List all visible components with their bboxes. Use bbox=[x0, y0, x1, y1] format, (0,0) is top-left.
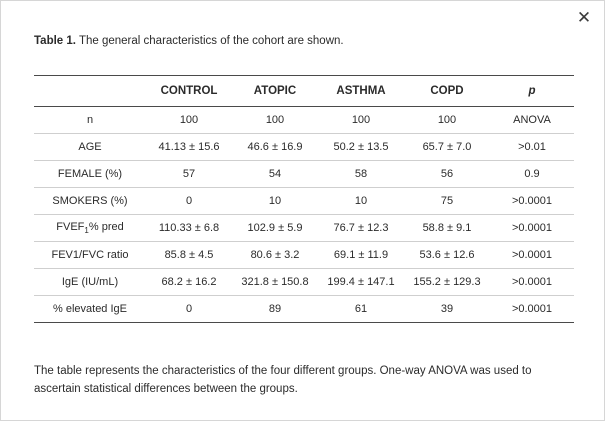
row-value-copd: 39 bbox=[404, 296, 490, 323]
column-header-p: p bbox=[490, 76, 574, 107]
row-value-copd: 100 bbox=[404, 107, 490, 134]
table-row bbox=[34, 242, 574, 269]
caption-text: The general characteristics of the cohort are shown. bbox=[75, 35, 344, 47]
table-row bbox=[34, 134, 574, 161]
row-value-p: >0.0001 bbox=[490, 215, 574, 242]
row-value-copd: 75 bbox=[404, 188, 490, 215]
row-value-atopic: 321.8 ± 150.8 bbox=[232, 269, 318, 296]
column-header-asthma: ASTHMA bbox=[318, 76, 404, 107]
row-value-asthma: 58 bbox=[318, 161, 404, 188]
row-value-copd: 56 bbox=[404, 161, 490, 188]
table-header-row bbox=[34, 76, 574, 107]
row-value-control: 57 bbox=[146, 161, 232, 188]
row-value-copd: 65.7 ± 7.0 bbox=[404, 134, 490, 161]
row-value-p: >0.0001 bbox=[490, 269, 574, 296]
row-value-asthma: 100 bbox=[318, 107, 404, 134]
close-icon[interactable]: ✕ bbox=[576, 8, 592, 27]
row-value-asthma: 76.7 ± 12.3 bbox=[318, 215, 404, 242]
row-value-control: 0 bbox=[146, 296, 232, 323]
row-value-control: 85.8 ± 4.5 bbox=[146, 242, 232, 269]
table-row bbox=[34, 188, 574, 215]
row-value-atopic: 102.9 ± 5.9 bbox=[232, 215, 318, 242]
row-value-copd: 155.2 ± 129.3 bbox=[404, 269, 490, 296]
row-label: SMOKERS (%) bbox=[34, 188, 146, 215]
row-value-control: 68.2 ± 16.2 bbox=[146, 269, 232, 296]
row-value-p: >0.0001 bbox=[490, 188, 574, 215]
row-value-atopic: 80.6 ± 3.2 bbox=[232, 242, 318, 269]
table-caption bbox=[34, 33, 564, 49]
row-label: n bbox=[34, 107, 146, 134]
row-value-asthma: 199.4 ± 147.1 bbox=[318, 269, 404, 296]
table-row bbox=[34, 215, 574, 242]
row-value-control: 41.13 ± 15.6 bbox=[146, 134, 232, 161]
caption-label: Table 1. bbox=[34, 35, 76, 47]
row-label: FEMALE (%) bbox=[34, 161, 146, 188]
table-footnote: The table represents the characteristics of the four different groups. One-way ANOVA was used to ascertain statistical differences between the groups. bbox=[34, 365, 532, 395]
row-label: IgE (IU/mL) bbox=[34, 269, 146, 296]
row-label-text: $FVEF_1\%$ pred bbox=[56, 220, 124, 236]
row-value-atopic: 100 bbox=[232, 107, 318, 134]
row-value-asthma: 69.1 ± 11.9 bbox=[318, 242, 404, 269]
row-value-p: >0.0001 bbox=[490, 242, 574, 269]
row-value-p: ANOVA bbox=[490, 107, 574, 134]
row-value-control: 110.33 ± 6.8 bbox=[146, 215, 232, 242]
row-label: FEV1/FVC ratio bbox=[34, 242, 146, 269]
row-label bbox=[34, 215, 146, 242]
row-value-control: 0 bbox=[146, 188, 232, 215]
row-value-control: 100 bbox=[146, 107, 232, 134]
column-header-control: CONTROL bbox=[146, 76, 232, 107]
row-value-atopic: 10 bbox=[232, 188, 318, 215]
column-header-blank bbox=[34, 76, 146, 107]
row-value-p: >0.01 bbox=[490, 134, 574, 161]
row-value-p: >0.0001 bbox=[490, 296, 574, 323]
row-value-p: 0.9 bbox=[490, 161, 574, 188]
row-value-asthma: 61 bbox=[318, 296, 404, 323]
row-label: AGE bbox=[34, 134, 146, 161]
row-value-atopic: 46.6 ± 16.9 bbox=[232, 134, 318, 161]
column-header-copd: COPD bbox=[404, 76, 490, 107]
row-value-copd: 58.8 ± 9.1 bbox=[404, 215, 490, 242]
row-value-asthma: 50.2 ± 13.5 bbox=[318, 134, 404, 161]
row-value-asthma: 10 bbox=[318, 188, 404, 215]
column-header-atopic: ATOPIC bbox=[232, 76, 318, 107]
table-row bbox=[34, 269, 574, 296]
row-value-copd: 53.6 ± 12.6 bbox=[404, 242, 490, 269]
characteristics-table bbox=[34, 75, 574, 323]
table-row bbox=[34, 296, 574, 323]
table-row bbox=[34, 107, 574, 134]
row-value-atopic: 54 bbox=[232, 161, 318, 188]
table-row bbox=[34, 161, 574, 188]
row-label: % elevated IgE bbox=[34, 296, 146, 323]
row-value-atopic: 89 bbox=[232, 296, 318, 323]
